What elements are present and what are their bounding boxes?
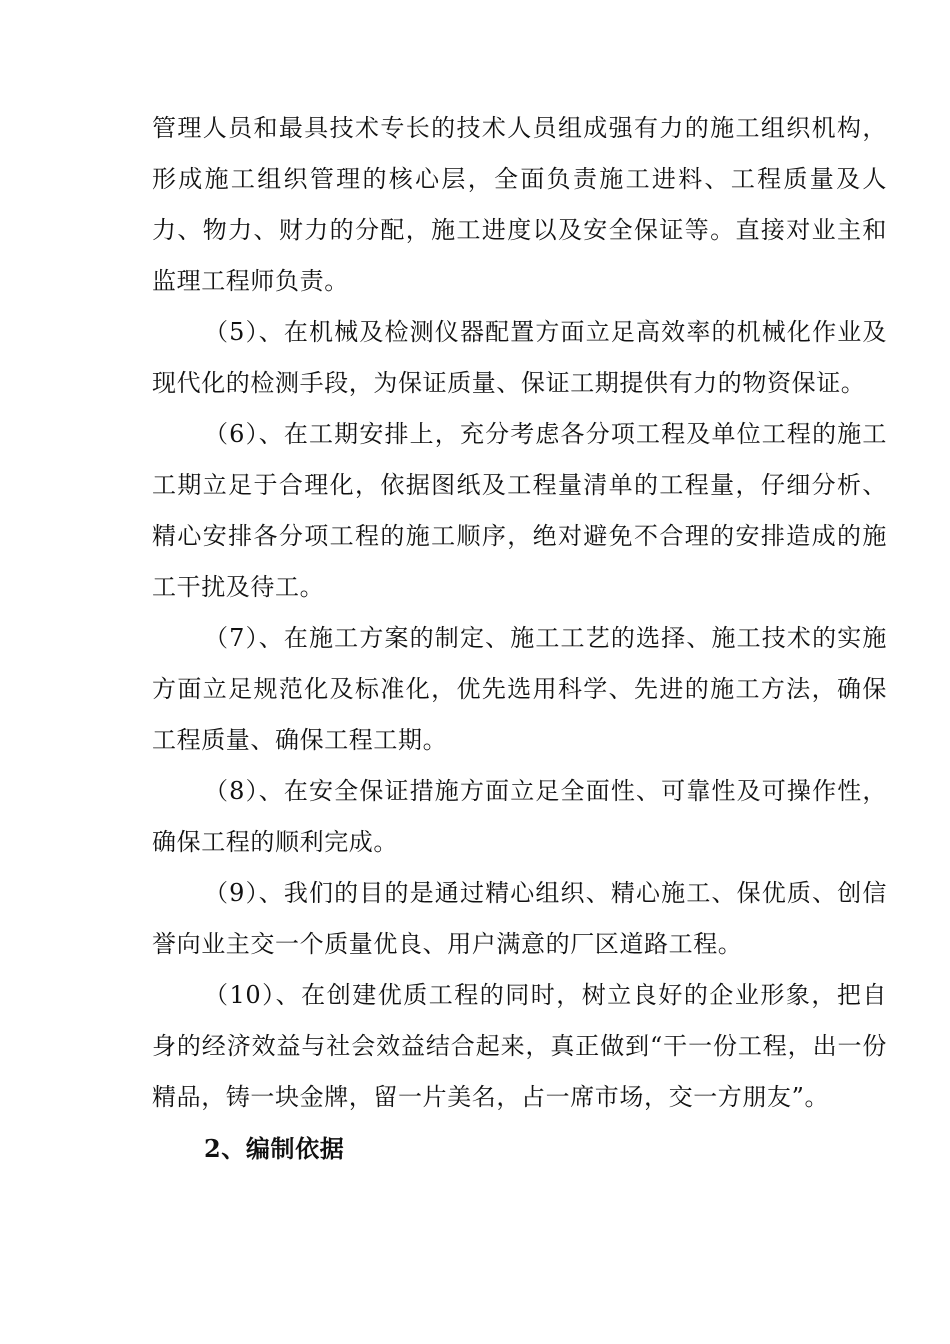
document-page xyxy=(152,103,887,1174)
paragraph-item-7: （7）、在施工方案的制定、施工工艺的选择、施工技术的实施方面立足规范化及标准化，优先选用科学、先进的施工方法，确保工程质量、确保工程工期。 xyxy=(152,624,887,754)
paragraph-item-10: （10）、在创建优质工程的同时，树立良好的企业形象，把自身的经济效益与社会效益结合起来，真正做到“干一份工程，出一份精品，铸一块金牌，留一片美名，占一席市场，交一方朋友”。 xyxy=(152,981,887,1111)
paragraph-item-9: （9）、我们的目的是通过精心组织、精心施工、保优质、创信誉向业主交一个质量优良、用户满意的厂区道路工程。 xyxy=(152,879,887,958)
paragraph-item-6: （6）、在工期安排上，充分考虑各分项工程及单位工程的施工工期立足于合理化，依据图纸及工程量清单的工程量，仔细分析、精心安排各分项工程的施工顺序，绝对避免不合理的安排造成的施工干扰及待工。 xyxy=(152,420,887,601)
section-heading: 2、编制依据 xyxy=(204,1134,345,1163)
paragraph-org-structure: 管理人员和最具技术专长的技术人员组成强有力的施工组织机构，形成施工组织管理的核心层，全面负责施工进料、工程质量及人力、物力、财力的分配，施工进度以及安全保证等。直接对业主和监理工程师负责。 xyxy=(152,114,887,295)
paragraph-item-5: （5）、在机械及检测仪器配置方面立足高效率的机械化作业及现代化的检测手段，为保证质量、保证工期提供有力的物资保证。 xyxy=(152,318,887,397)
paragraph-item-8: （8）、在安全保证措施方面立足全面性、可靠性及可操作性，确保工程的顺利完成。 xyxy=(152,777,887,856)
